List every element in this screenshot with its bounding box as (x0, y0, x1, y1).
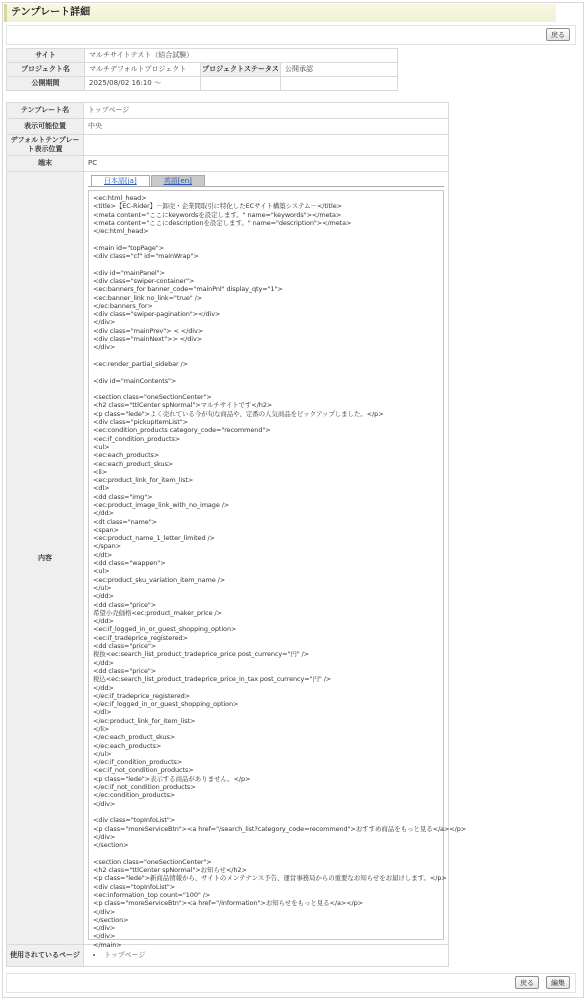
site-value: マルチサイトテスト（結合試験） (85, 49, 398, 63)
project-name-label: プロジェクト名 (7, 63, 85, 77)
content-cell (84, 172, 467, 949)
used-pages-cell (84, 945, 449, 967)
display-position-label: 表示可能位置 (7, 119, 84, 135)
page-title: テンプレート詳細 (4, 4, 556, 22)
used-pages-list (88, 951, 444, 959)
back-button-bottom[interactable]: 戻る (515, 976, 539, 989)
tab-english[interactable]: 英語[en] (151, 175, 205, 186)
edit-button[interactable]: 編集 (546, 976, 570, 989)
template-name-label: テンプレート名 (7, 103, 84, 119)
project-info-table (6, 48, 398, 91)
language-tabs (88, 172, 444, 187)
project-name-value: マルチデフォルトプロジェクト (85, 63, 201, 77)
publish-period-value: 2025/08/02 16:10 ～ (85, 77, 201, 91)
template-code-box: <ec:html_head> <title>【EC-Rider】－卸売・企業間取引に特化したECサイト構築システム－</title> <meta content="ここにkeywordsを設定します。" name="keywords"></meta> <meta content="ここにdescriptionを設定します。" name="description"></meta> </ec:html_head> <main id="topPage"> <div class="cf" id="mainWrap"> <div id="mainPanel"> <div class="swiper-container"> <ec:banners_for banner_code="mainPnl" display_qty="1"> <ec:banner_link no_link="true" /> </ec:banners_for> <div class="swiper-pagination"></div> </div> <div class="mainPrev"> < </div> <div class="mainNext">> </div> </div> <ec:render_partial_sidebar /> <div id="mainContents"> <section class="oneSectionCenter"> <h2 class="ttlCenter spNormal">マルチサイトです</h2> <p class="lede">よく売れている今が旬な商品や、定番の人気商品をピックアップしました。</p> <div class="pickupItemList"> <ec:condition_products category_code="recommend"> <ec:if_condition_products> <ul> <ec:each_products> <ec:each_product_skus> <li> <ec:product_link_for_item_list> <dl> <dd class="img"> <ec:product_image_link_with_no_image /> </dd> <dt class="name"> <span> <ec:product_name_1_letter_limited /> </span> </dt> <dd class="wappen"> <ul> <ec:product_sku_variation_item_name /> </ul> </dd> <dd class="price"> 希望小売価格<ec:product_maker_price /> </dd> <ec:if_logged_in_or_guest_shopping_option> <ec:if_tradeprice_registered> <dd class="price"> 税抜<ec:search_list_product_tradeprice_price post_currency="円" /> </dd> <dd class="price"> 税込<ec:search_list_product_tradeprice_price_in_tax post_currency="円" /> </dd> </ec:if_tradeprice_registered> </ec:if_logged_in_or_guest_shopping_option> </dl> </ec:product_link_for_item_list> </li> </ec:each_product_skus> </ec:each_products> </ul> </ec:if_condition_products> <ec:if_not_condition_products> <p class="lede">表示する商品がありません。</p> </ec:if_not_condition_products> </ec:condition_products> </div> <div class="topInfoList"> <p class="moreServiceBtn"><a href="/search_list?category_code=recommend">おすすめ商品をもっと見る</a></p> </div> </section> <section class="oneSectionCenter"> <h2 class="ttlCenter spNormal">お知らせ</h2> <p class="lede">新商品情報から、サイトのメンテナンス予告、運営事務局からの重要なお知らせをお届けします。</p> <div class="topInfoList"> <ec:information_top count="100" /> <p class="moreServiceBtn"><a href="/information">お知らせをもっと見る</a></p> </div> </section> </div> </div> </main> (88, 190, 444, 940)
top-toolbar (6, 25, 576, 45)
default-position-value (84, 135, 449, 156)
back-button-top[interactable]: 戻る (546, 28, 570, 41)
bottom-toolbar (6, 973, 576, 993)
template-name-value: トップページ (84, 103, 449, 119)
tab-japanese[interactable]: 日本語[ja] (91, 175, 150, 186)
project-status-value: 公開承認 (281, 63, 398, 77)
used-page-item[interactable]: • トップページ (104, 951, 444, 959)
template-detail-table (6, 102, 467, 967)
publish-period-label: 公開期間 (7, 77, 85, 91)
device-label: 端末 (7, 156, 84, 172)
used-pages-label: 使用されているページ (7, 945, 84, 967)
empty-cell (201, 77, 281, 91)
default-position-label: デフォルトテンプレート表示位置 (7, 135, 84, 156)
project-status-label: プロジェクトステータス (201, 63, 281, 77)
device-value: PC (84, 156, 449, 172)
site-label: サイト (7, 49, 85, 63)
content-label: 内容 (7, 172, 84, 945)
empty-cell (281, 77, 398, 91)
display-position-value: 中央 (84, 119, 449, 135)
